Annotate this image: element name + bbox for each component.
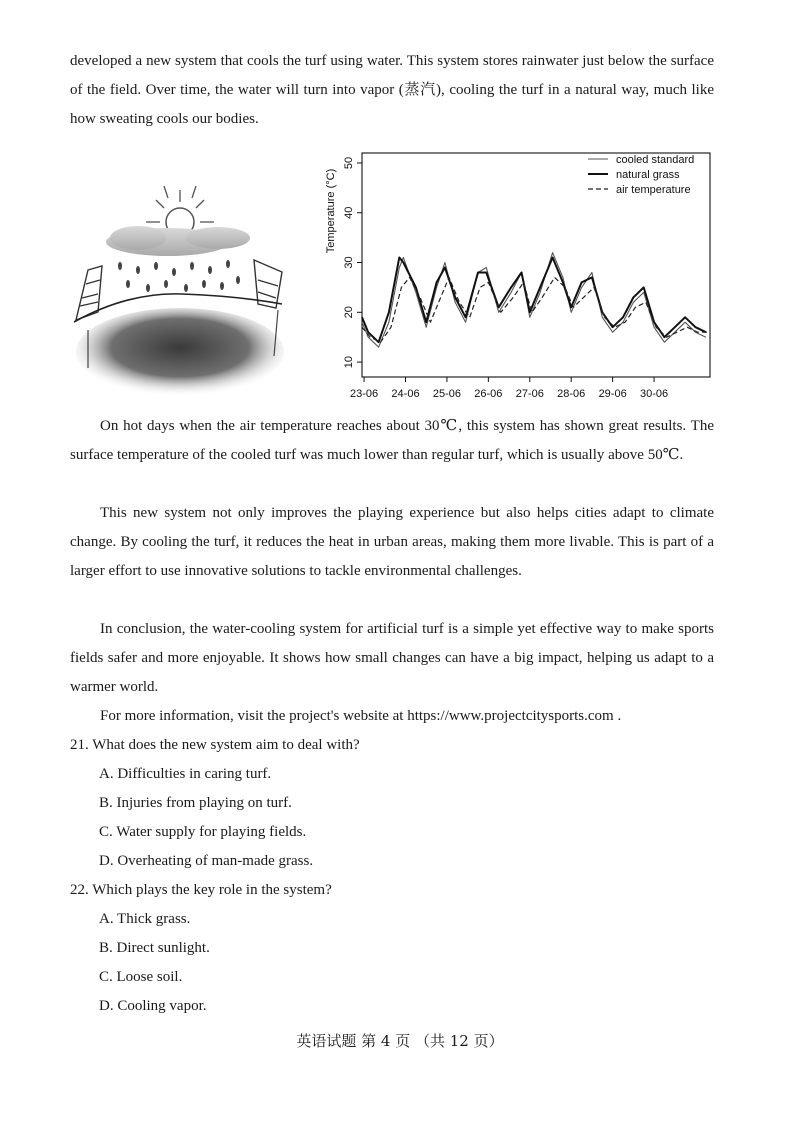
cloud-icon [106, 226, 250, 256]
x-tick-label-30-06: 30-06 [640, 388, 669, 400]
x-tick-label-28-06: 28-06 [557, 388, 586, 400]
rain-turf-illustration [68, 180, 296, 402]
raindrops-icon [118, 260, 240, 292]
chart-legend [588, 154, 694, 196]
passage-paragraph-1: On hot days when the air temperature reaches about 30℃, this system has shown great results. The surface temperature of the cooled turf was much lower than regular turf, which is usually above 50℃. [70, 418, 714, 463]
question-21-option-c: C. Water supply for playing fields. [99, 824, 307, 840]
y-tick-label-50: 50 [343, 156, 355, 170]
x-tick-label-25-06: 25-06 [432, 388, 461, 400]
project-website-note: For more information, visit the project's website at https://www.projectcitysports.com . [100, 708, 622, 724]
question-21-option-a: A. Difficulties in caring turf. [99, 766, 272, 782]
question-22-option-d: D. Cooling vapor. [99, 998, 207, 1014]
legend-label-natural-grass: natural grass [616, 169, 680, 181]
y-tick-label-20: 20 [343, 306, 355, 319]
question-21-option-b: B. Injuries from playing on turf. [99, 795, 292, 811]
question-22-option-c: C. Loose soil. [99, 969, 183, 985]
question-21-option-d: D. Overheating of man-made grass. [99, 853, 314, 869]
page-footer: 英语试题 第 4 页 （共 12 页） [296, 1032, 504, 1050]
x-tick-label-24-06: 24-06 [391, 388, 420, 400]
y-tick-label-10: 10 [343, 355, 355, 369]
question-21-stem: 21. What does the new system aim to deal with? [70, 737, 360, 753]
passage-paragraph-0: developed a new system that cools the turf using water. This system stores rainwater just below the surface of the field. Over time, the water will turn into vapor (蒸汽), cooling the turf in a natural way, much like how sweating cools our bodies. [70, 53, 714, 127]
question-22-stem: 22. Which plays the key role in the system? [70, 882, 332, 898]
x-tick-label-27-06: 27-06 [515, 388, 544, 400]
series-line-natural-grass [362, 258, 706, 343]
legend-label-air-temperature: air temperature [616, 184, 691, 196]
chart-series [362, 253, 708, 348]
question-22-option-a: A. Thick grass. [99, 911, 191, 927]
x-tick-label-29-06: 29-06 [598, 388, 627, 400]
x-tick-label-23-06: 23-06 [350, 388, 379, 400]
y-tick-label-40: 40 [343, 206, 355, 219]
legend-label-cooled-standard: cooled standard [616, 154, 695, 166]
ground-shadow [76, 308, 284, 396]
y-tick-label-30: 30 [343, 256, 355, 269]
chart-y-axis-label: Temperature (°C) [325, 168, 337, 254]
question-22-option-b: B. Direct sunlight. [99, 940, 210, 956]
temperature-line-chart [318, 145, 718, 407]
x-tick-label-26-06: 26-06 [474, 388, 503, 400]
passage-paragraph-3: In conclusion, the water-cooling system for artificial turf is a simple yet effective way to make sports fields safer and more enjoyable. It shows how small changes can have a big impact, helping us adapt to a warmer world. [70, 621, 714, 695]
passage-paragraph-2: This new system not only improves the playing experience but also helps cities adapt to climate change. By cooling the turf, it reduces the heat in urban areas, making them more livable. This is part of a larger effort to use innovative solutions to tackle environmental challenges. [70, 505, 714, 579]
